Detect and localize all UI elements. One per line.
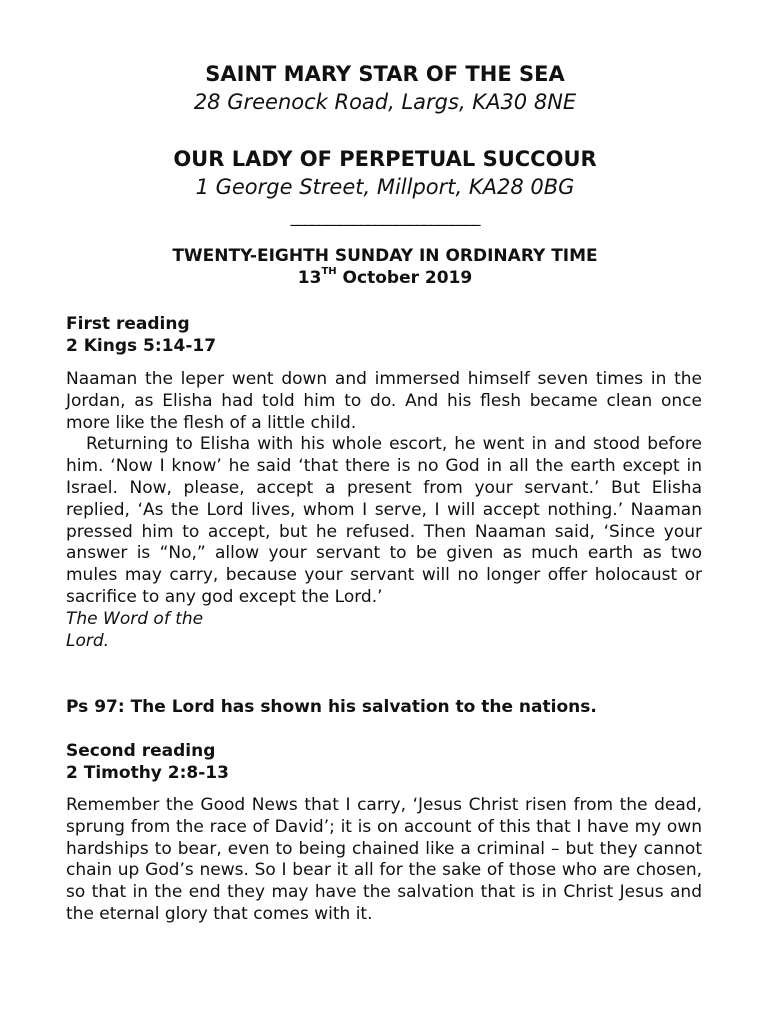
psalm-section: [66, 696, 702, 718]
parish-1-address: 28 Greenock Road, Largs, KA30 8NE: [193, 90, 577, 114]
second-reading-reference: 2 Timothy 2:8-13: [66, 763, 229, 783]
parish-1-name: SAINT MARY STAR OF THE SEA: [205, 62, 565, 86]
first-reading-reference: 2 Kings 5:14-17: [66, 336, 217, 356]
second-reading-label: Second reading: [66, 741, 216, 761]
second-reading-paragraph-1: Remember the Good News that I carry, ‘Jesus Christ risen from the dead, sprung from the race of David’; it is on account of this that I have my own hardships to bear, even to being chained like a criminal – but they cannot chain up God’s news. So I bear it all for the sake of those who are chosen, so that in the end they may have the salvation that is in Christ Jesus and the eternal glory that comes with it.: [66, 795, 702, 924]
word-of-the-lord-line-1: The Word of the: [66, 608, 204, 629]
first-reading-paragraph-1: Naaman the leper went down and immersed himself seven times in the Jordan, as Elisha had told him to do. And his flesh became clean once more like the flesh of a little child.: [66, 369, 702, 433]
date-line: [0, 268, 770, 288]
date-rest: October 2019: [336, 268, 473, 288]
psalm-response: Ps 97: The Lord has shown his salvation to the nations.: [66, 697, 597, 717]
first-reading-label: First reading: [66, 314, 190, 334]
first-reading-paragraph-2: Returning to Elisha with his whole escort, he went in and stood before him. ‘Now I know’ he said ‘that there is no God in all the earth except in Israel. Now, please, accept a present from your servant.’ But Elisha replied, ‘As the Lord lives, whom I serve, I will accept nothing.’ Naaman pressed him to accept, but he refused. Then Naaman said, ‘Since your answer is “No,” allow your servant to be given as much earth as two mules may carry, because your servant will no longer offer holocaust or sacrifice to any god except the Lord.’: [66, 434, 702, 607]
date-suffix: TH: [321, 266, 337, 277]
second-reading-section: [66, 740, 702, 926]
separator-rule: ___________________________: [290, 207, 480, 226]
word-of-the-lord-line-2: Lord.: [66, 630, 110, 651]
date-day: 13: [297, 268, 322, 288]
first-reading-section: [66, 313, 702, 652]
parish-2-address: 1 George Street, Millport, KA28 0BG: [195, 175, 575, 199]
sunday-title: TWENTY-EIGHTH SUNDAY IN ORDINARY TIME: [172, 246, 598, 266]
parish-2-name: OUR LADY OF PERPETUAL SUCCOUR: [173, 147, 597, 171]
